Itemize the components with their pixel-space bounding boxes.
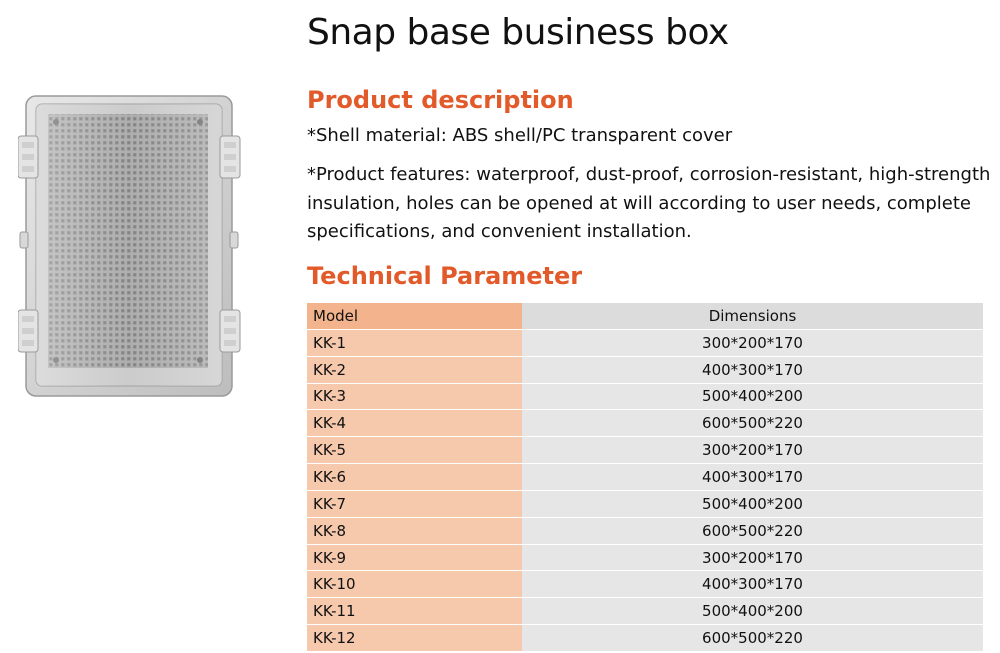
dimensions-cell: 500*400*200 [522,598,983,625]
model-cell: KK-10 [307,571,522,598]
table-row [307,383,983,410]
model-cell: KK-3 [307,383,522,410]
dimensions-cell: 300*200*170 [522,437,983,464]
model-cell: KK-7 [307,490,522,517]
dimensions-cell: 300*200*170 [522,544,983,571]
dimensions-cell: 600*500*220 [522,410,983,437]
table-row [307,571,983,598]
model-cell: KK-4 [307,410,522,437]
table-row [307,598,983,625]
table-header-row [307,303,983,329]
table-row [307,329,983,356]
dimensions-cell: 500*400*200 [522,490,983,517]
table-row [307,544,983,571]
model-cell: KK-5 [307,437,522,464]
dimensions-cell: 400*300*170 [522,571,983,598]
table-row [307,625,983,652]
model-column-header: Model [307,303,522,329]
dimensions-cell: 600*500*220 [522,625,983,652]
technical-parameter-heading: Technical Parameter [307,262,583,290]
technical-parameter-table [307,303,983,652]
product-description-heading: Product description [307,86,574,114]
dimensions-cell: 500*400*200 [522,383,983,410]
model-cell: KK-12 [307,625,522,652]
dimensions-cell: 600*500*220 [522,517,983,544]
table-row [307,464,983,491]
shell-material-text: *Shell material: ABS shell/PC transparent cover [307,125,733,146]
model-cell: KK-8 [307,517,522,544]
product-image [18,92,250,402]
dimensions-column-header: Dimensions [522,303,983,329]
table-row [307,437,983,464]
model-cell: KK-11 [307,598,522,625]
model-cell: KK-9 [307,544,522,571]
dimensions-cell: 400*300*170 [522,356,983,383]
model-cell: KK-1 [307,329,522,356]
table-row [307,490,983,517]
product-features-text: *Product features: waterproof, dust-proof, corrosion-resistant, high-strength insulation, holes can be opened at will according to user needs, complete specifications, and convenient installation. [307,164,991,242]
model-cell: KK-6 [307,464,522,491]
dimensions-cell: 400*300*170 [522,464,983,491]
table-row [307,356,983,383]
dimensions-cell: 300*200*170 [522,329,983,356]
table-row [307,410,983,437]
page-title: Snap base business box [307,12,729,53]
model-cell: KK-2 [307,356,522,383]
table-row [307,517,983,544]
